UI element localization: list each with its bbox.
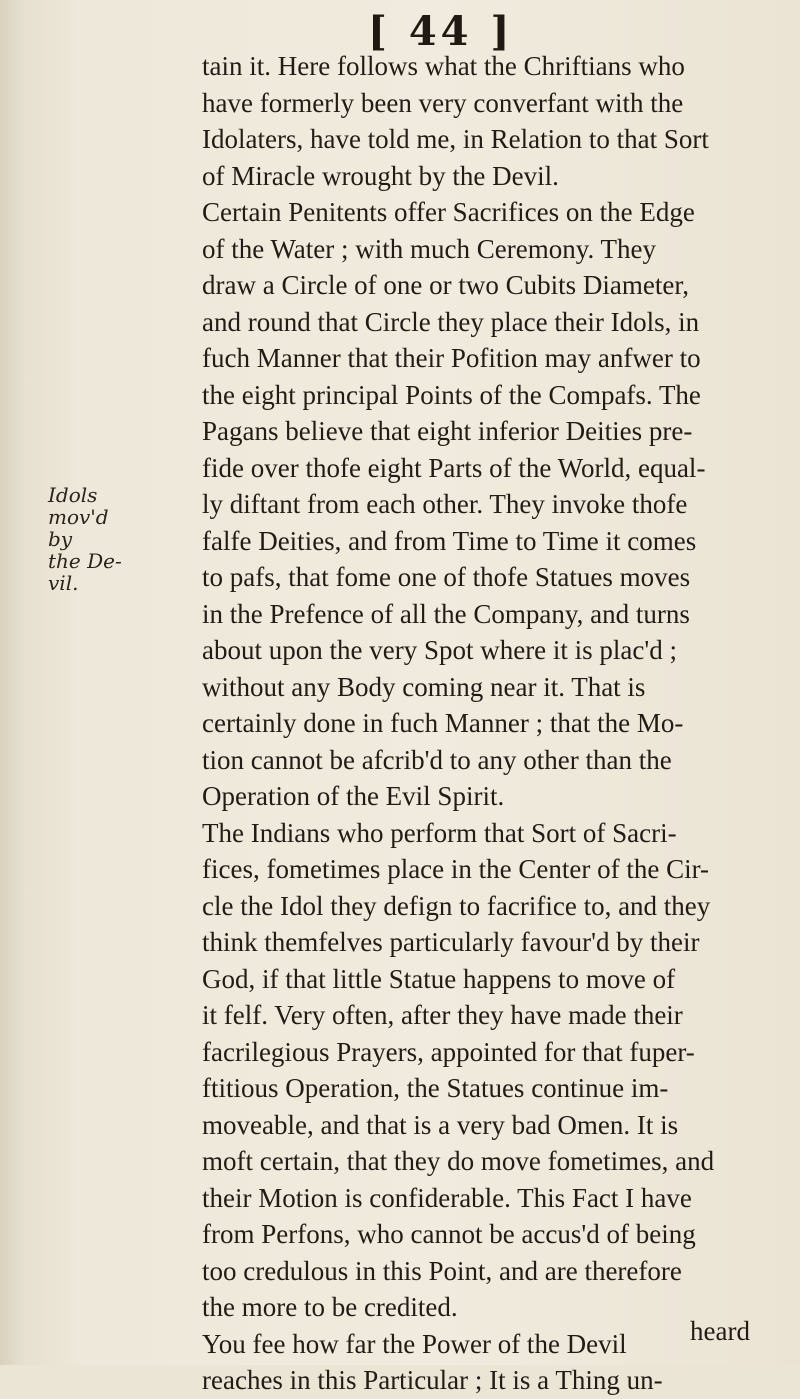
marginal-note (48, 484, 124, 594)
text-line: certainly done in fuch Manner ; that the Mo- (202, 708, 684, 738)
text-line: it felf. Very often, after they have made their (202, 1000, 683, 1030)
text-line: Idolaters, have told me, in Relation to that Sort (202, 124, 709, 154)
text-line: reaches in this Particular ; It is a Thing un- (202, 1365, 663, 1395)
text-line: Pagans believe that eight inferior Deities pre- (202, 416, 693, 446)
text-line: of Miracle wrought by the Devil. (202, 160, 559, 191)
text-line: fuch Manner that their Pofition may anfwer to (202, 343, 701, 373)
text-line: fices, fometimes place in the Center of the Cir- (202, 854, 710, 884)
text-line: moft certain, that they do move fometimes, and (202, 1146, 715, 1176)
text-line: tain it. Here follows what the Chriftians who (202, 51, 685, 81)
text-line: in the Prefence of all the Company, and turns (202, 598, 690, 629)
body-text (202, 48, 762, 1399)
text-line: to pafs, that fome one of thofe Statues moves (202, 562, 691, 592)
text-line: the more to be credited. (202, 1292, 458, 1322)
text-line: too credulous in this Point, and are therefore (202, 1255, 682, 1286)
text-line: without any Body coming near it. That is (202, 671, 646, 702)
marginal-note-line: Idols (48, 483, 98, 507)
text-line: from Perfons, who cannot be accus'd of being (202, 1219, 696, 1249)
marginal-note-line: mov'd by (48, 505, 109, 551)
text-line: ftitious Operation, the Statues continue im- (202, 1073, 669, 1103)
text-line: their Motion is confiderable. This Fact I have (202, 1182, 692, 1213)
text-line: The Indians who perform that Sort of Sacri- (202, 817, 677, 848)
text-line: You fee how far the Power of the Devil (202, 1328, 627, 1359)
page-number-header: [ 44 ] (368, 8, 514, 55)
text-line: facrilegious Prayers, appointed for that fuper- (202, 1036, 695, 1067)
text-line: have formerly been very converfant with the (202, 87, 684, 118)
catchword: heard (690, 1316, 750, 1346)
marginal-note-line: vil. (48, 571, 79, 595)
text-line: ly diftant from each other. They invoke thofe (202, 489, 688, 519)
text-line: the eight principal Points of the Compafs. The (202, 379, 701, 410)
text-line: about upon the very Spot where it is plac'd ; (202, 635, 678, 665)
text-line: think themfelves particularly favour'd by their (202, 927, 700, 957)
text-line: falfe Deities, and from Time to Time it comes (202, 525, 697, 556)
text-line: God, if that little Statue happens to move of (202, 963, 676, 994)
text-line: of the Water ; with much Ceremony. They (202, 233, 656, 264)
text-line: Certain Penitents offer Sacrifices on the Edge (202, 197, 695, 227)
text-line: Operation of the Evil Spirit. (202, 781, 505, 811)
text-line: draw a Circle of one or two Cubits Diameter, (202, 270, 690, 300)
page-gutter (0, 0, 28, 1365)
text-line: and round that Circle they place their Idols, in (202, 306, 700, 337)
text-line: moveable, and that is a very bad Omen. It is (202, 1109, 679, 1140)
marginal-note-line: the De- (48, 549, 122, 573)
text-line: cle the Idol they defign to facrifice to, and they (202, 890, 711, 921)
text-line: fide over thofe eight Parts of the World, equal- (202, 452, 706, 483)
text-line: tion cannot be afcrib'd to any other than the (202, 744, 672, 775)
